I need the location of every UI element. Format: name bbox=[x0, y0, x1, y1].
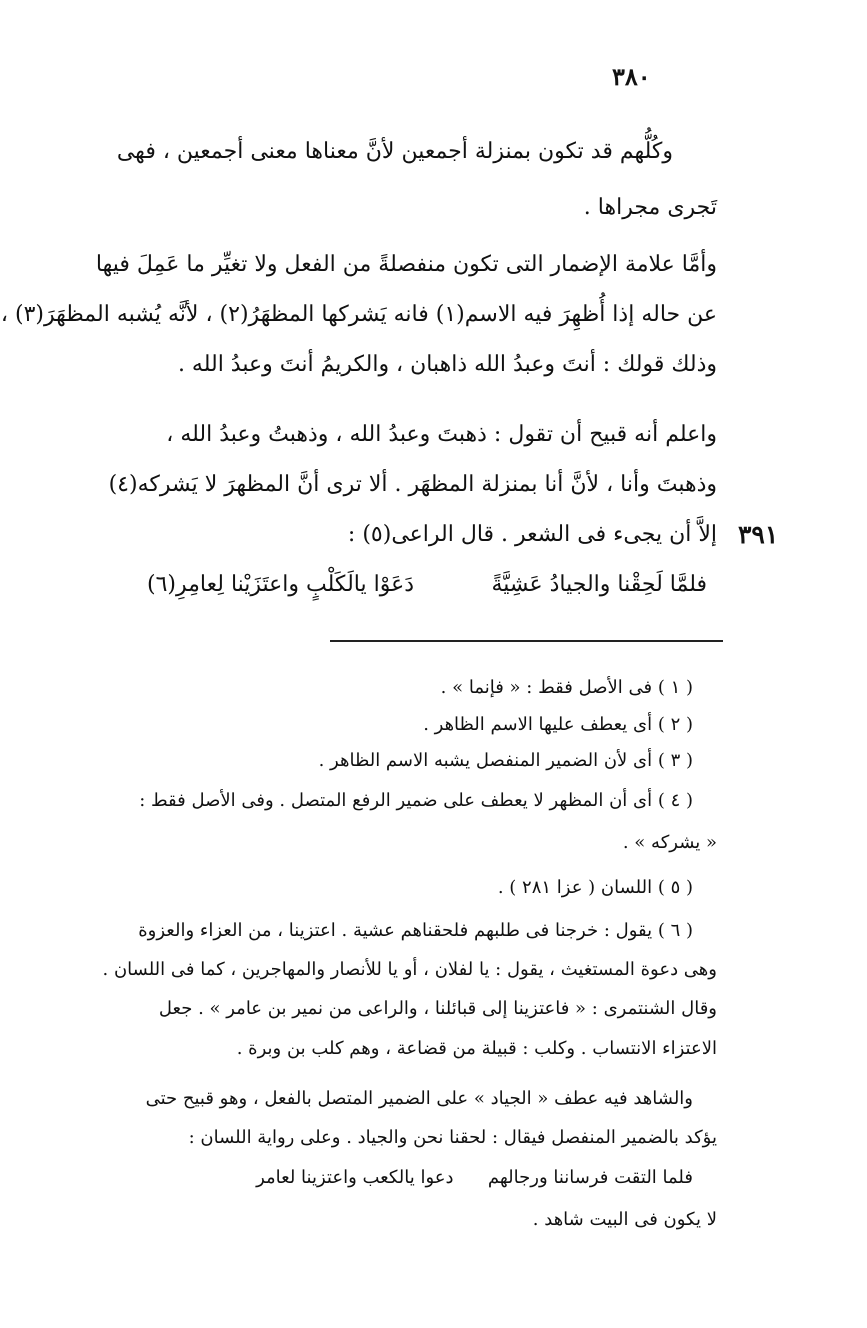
footnote-line: ( ٤ ) أى أن المظهر لا يعطف على ضمير الرفع المتصل . وفى الأصل فقط : bbox=[139, 790, 693, 811]
footnote-line: يؤكد بالضمير المنفصل فيقال : لحقنا نحن والجياد . وعلى رواية اللسان : bbox=[188, 1127, 717, 1148]
footnote-line: لا يكون فى البيت شاهد . bbox=[532, 1209, 717, 1230]
body-line: وذهبتَ وأنا ، لأنَّ أنا بمنزلة المظهَر . ألا ترى أنَّ المظهرَ لا يَشركه(٤) bbox=[108, 472, 717, 497]
footnote-line: ( ٢ ) أى يعطف عليها الاسم الظاهر . bbox=[423, 714, 693, 735]
footnote-line: ( ٣ ) أى لأن الضمير المنفصل يشبه الاسم الظاهر . bbox=[318, 750, 693, 771]
footnote-line: ( ١ ) فى الأصل فقط : « فإنما » . bbox=[440, 677, 693, 698]
page-number: ٣٨٠ bbox=[612, 62, 651, 91]
body-line: تَجرى مجراها . bbox=[583, 195, 717, 220]
footnote-line: ( ٥ ) اللسان ( عزا ٢٨١ ) . bbox=[497, 877, 693, 898]
body-line: وأمَّا علامة الإضمار التى تكون منفصلةً من الفعل ولا تغيِّر ما عَمِلَ فيها bbox=[95, 252, 717, 277]
footnote-poem-line: فلما التقت فرساننا ورجالهم دعوا يالكعب واعتزينا لعامر bbox=[256, 1167, 693, 1188]
footnote-divider bbox=[330, 640, 723, 642]
footnote-line: ( ٦ ) يقول : خرجنا فى طلبهم فلحقناهم عشية . اعتزينا ، من العزاء والعزوة bbox=[138, 920, 693, 941]
margin-reference-number: ٣٩١ bbox=[738, 520, 779, 549]
poem-hemistich-left: دَعَوْا يالَكَلْبٍ واعتَزَيْنا لِعامِرِ(٦) bbox=[147, 572, 414, 597]
footnote-line: والشاهد فيه عطف « الجياد » على الضمير المتصل بالفعل ، وهو قبيح حتى bbox=[145, 1088, 693, 1109]
footnote-line: وقال الشنتمرى : « فاعتزينا إلى قبائلنا ، والراعى من نمير بن عامر » . جعل bbox=[158, 998, 717, 1019]
body-line: عن حاله إذا أُظهِرَ فيه الاسم(١) فانه يَشركها المظهَرُ(٢) ، لأنَّه يُشبه المظهَرَ(٣) ، bbox=[0, 302, 717, 327]
body-line: إلاَّ أن يجىء فى الشعر . قال الراعى(٥) : bbox=[347, 522, 717, 547]
poem-hemistich-right: فلمَّا لَحِقْنا والجيادُ عَشِيَّةً bbox=[491, 572, 707, 597]
footnote-line: الاعتزاء الانتساب . وكلب : قبيلة من قضاعة ، وهم كلب بن وبرة . bbox=[236, 1038, 717, 1059]
footnote-line: « يشركه » . bbox=[622, 832, 717, 853]
footnote-line: وهى دعوة المستغيث ، يقول : يا لفلان ، أو يا للأنصار والمهاجرين ، كما فى اللسان . bbox=[102, 959, 717, 980]
body-line: واعلم أنه قبيح أن تقول : ذهبتَ وعبدُ الله ، وذهبتُ وعبدُ الله ، bbox=[166, 422, 717, 447]
body-line: وكُلُّهم قد تكون بمنزلة أجمعين لأنَّ معناها معنى أجمعين ، فهى bbox=[116, 139, 673, 164]
body-line: وذلك قولك : أنتَ وعبدُ الله ذاهبان ، والكريمُ أنتَ وعبدُ الله . bbox=[177, 352, 717, 377]
